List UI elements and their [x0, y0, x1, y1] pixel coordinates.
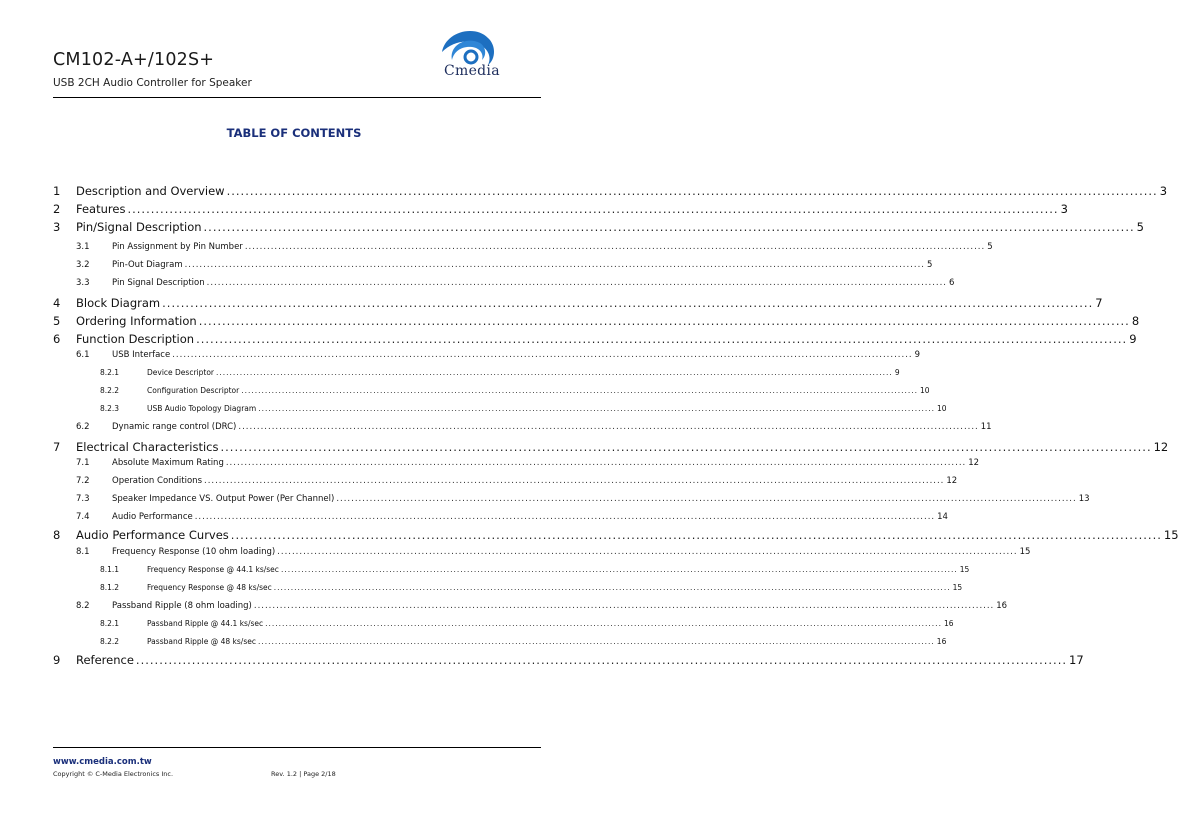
- toc-entry[interactable]: [53, 386, 930, 395]
- toc-entry-page: 12: [1153, 440, 1169, 454]
- toc-entry-leader: ........................................................................................................................................................................................................: [206, 278, 948, 288]
- toc-entry-leader: ........................................................................................................................................................................................................: [220, 440, 1152, 454]
- toc-entry[interactable]: [53, 350, 921, 360]
- toc-entry-leader: ........................................................................................................................................................................................................: [184, 260, 925, 270]
- toc-entry-page: 15: [1163, 528, 1179, 542]
- toc-entry-page: 3: [1060, 202, 1068, 216]
- toc-entry-page: 6: [949, 278, 955, 288]
- logo-wordmark: Cmedia: [444, 63, 500, 79]
- toc-entry[interactable]: [53, 583, 963, 592]
- toc-entry-label: Frequency Response @ 44.1 ks/sec: [147, 565, 279, 574]
- toc-entry-number: 9: [53, 653, 61, 667]
- toc-entry-leader: ........................................................................................................................................................................................................: [204, 476, 945, 486]
- toc-entry[interactable]: [53, 512, 948, 522]
- toc-entry-label: Frequency Response @ 48 ks/sec: [147, 583, 272, 592]
- toc-entry-page: 5: [987, 242, 993, 252]
- toc-entry-page: 10: [937, 404, 947, 413]
- toc-entry-label: Audio Performance Curves: [76, 528, 229, 542]
- toc-entry-page: 10: [920, 386, 930, 395]
- toc-entry[interactable]: [53, 601, 1008, 611]
- toc-entry-leader: ........................................................................................................................................................................................................: [244, 242, 986, 252]
- toc-entry-leader: ........................................................................................................................................................................................................: [258, 404, 935, 413]
- toc-entry-label: Reference: [76, 653, 134, 667]
- toc-entry-page: 15: [959, 565, 970, 574]
- toc-entry-label: Pin-Out Diagram: [112, 260, 183, 270]
- document-subtitle: USB 2CH Audio Controller for Speaker: [53, 77, 252, 89]
- toc-entry[interactable]: [53, 202, 1068, 216]
- toc-entry[interactable]: [53, 637, 947, 646]
- toc-entry-leader: ........................................................................................................................................................................................................: [336, 494, 1077, 504]
- toc-entry[interactable]: [53, 458, 980, 468]
- toc-entry-page: 16: [996, 601, 1008, 611]
- toc-entry-number: 3.1: [76, 242, 90, 252]
- toc-entry-number: 8.1.1: [100, 565, 120, 574]
- toc-entry-leader: ........................................................................................................................................................................................................: [196, 332, 1128, 346]
- toc-entry[interactable]: [53, 476, 958, 486]
- toc-entry-leader: ........................................................................................................................................................................................................: [265, 619, 942, 628]
- toc-entry-leader: ........................................................................................................................................................................................................: [203, 220, 1135, 234]
- toc-entry-leader: ........................................................................................................................................................................................................: [277, 547, 1018, 557]
- toc-entry[interactable]: [53, 278, 955, 288]
- toc-entry-label: Passband Ripple @ 44.1 ks/sec: [147, 619, 264, 628]
- toc-entry-number: 8.2.2: [100, 386, 120, 395]
- toc-entry-label: Pin Assignment by Pin Number: [112, 242, 243, 252]
- toc-entry[interactable]: [53, 220, 1144, 234]
- document-title: CM102-A+/102S+: [53, 50, 215, 70]
- toc-entry-leader: ........................................................................................................................................................................................................: [238, 422, 979, 432]
- toc-entry-label: USB Audio Topology Diagram: [147, 404, 257, 413]
- toc-entry-label: Dynamic range control (DRC): [112, 422, 237, 432]
- toc-entry-number: 7.3: [76, 494, 90, 504]
- toc-entry[interactable]: [53, 653, 1084, 667]
- toc-entry[interactable]: [53, 494, 1090, 504]
- toc-entry[interactable]: [53, 260, 933, 270]
- toc-entry-label: Electrical Characteristics: [76, 440, 219, 454]
- toc-entry-page: 15: [1019, 547, 1031, 557]
- toc-entry-label: Passband Ripple (8 ohm loading): [112, 601, 252, 611]
- toc-entry-label: Function Description: [76, 332, 195, 346]
- toc-entry[interactable]: [53, 565, 970, 574]
- toc-entry-page: 3: [1159, 184, 1168, 198]
- toc-entry-label: Audio Performance: [112, 512, 193, 522]
- toc-entry-page: 9: [1129, 332, 1137, 346]
- toc-entry-number: 4: [53, 296, 61, 310]
- toc-entry-leader: ........................................................................................................................................................................................................: [216, 368, 893, 377]
- toc-entry-page: 15: [952, 583, 963, 592]
- toc-entry-number: 8.2.1: [100, 619, 120, 628]
- toc-entry-label: Block Diagram: [76, 296, 161, 310]
- toc-entry-leader: ........................................................................................................................................................................................................: [225, 458, 967, 468]
- toc-entry-label: Absolute Maximum Rating: [112, 458, 224, 468]
- toc-entry[interactable]: [53, 547, 1031, 557]
- toc-entry[interactable]: [53, 422, 992, 432]
- toc-entry-page: 5: [927, 260, 933, 270]
- toc-entry-number: 7.1: [76, 458, 90, 468]
- toc-entry-number: 3.2: [76, 260, 90, 270]
- toc-entry-label: Pin/Signal Description: [76, 220, 202, 234]
- toc-heading: TABLE OF CONTENTS: [226, 126, 362, 140]
- toc-entry-number: 3.3: [76, 278, 90, 288]
- toc-entry-number: 8.2.3: [100, 404, 120, 413]
- toc-entry-leader: ........................................................................................................................................................................................................: [135, 653, 1068, 667]
- toc-entry-number: 1: [53, 184, 61, 198]
- toc-entry-number: 7.2: [76, 476, 90, 486]
- toc-entry[interactable]: [53, 368, 900, 377]
- toc-entry-label: Configuration Descriptor: [147, 386, 240, 395]
- toc-entry-page: 12: [946, 476, 958, 486]
- toc-entry-page: 7: [1095, 296, 1103, 310]
- toc-entry-label: Ordering Information: [76, 314, 197, 328]
- toc-entry-number: 7.4: [76, 512, 90, 522]
- toc-entry-label: Description and Overview: [76, 184, 225, 198]
- toc-entry[interactable]: [53, 296, 1103, 310]
- toc-entry-leader: ........................................................................................................................................................................................................: [230, 528, 1162, 542]
- toc-entry[interactable]: [53, 314, 1140, 328]
- toc-entry-leader: ........................................................................................................................................................................................................: [226, 184, 1158, 198]
- toc-entry-number: 8.2.2: [100, 637, 120, 646]
- toc-entry-number: 8.1: [76, 547, 90, 557]
- toc-entry[interactable]: [53, 528, 1179, 542]
- toc-entry-page: 9: [894, 368, 900, 377]
- toc-entry-number: 8: [53, 528, 61, 542]
- toc-entry-leader: ........................................................................................................................................................................................................: [273, 583, 951, 592]
- toc-entry-leader: ........................................................................................................................................................................................................: [198, 314, 1130, 328]
- toc-entry-number: 7: [53, 440, 61, 454]
- toc-entry-number: 6.1: [76, 350, 90, 360]
- header-divider: [53, 97, 541, 98]
- toc-entry-page: 13: [1078, 494, 1090, 504]
- toc-entry-number: 2: [53, 202, 61, 216]
- toc-entry-page: 17: [1069, 653, 1084, 667]
- toc-entry-label: Pin Signal Description: [112, 278, 205, 288]
- footer-revision-page: Rev. 1.2 | Page 2/18: [271, 770, 336, 778]
- toc-entry-number: 3: [53, 220, 61, 234]
- toc-entry-label: Frequency Response (10 ohm loading): [112, 547, 276, 557]
- toc-entry-page: 16: [943, 619, 954, 628]
- toc-entry-leader: ........................................................................................................................................................................................................: [127, 202, 1059, 216]
- toc-entry[interactable]: [53, 242, 993, 252]
- toc-entry-number: 6.2: [76, 422, 90, 432]
- toc-entry-leader: ........................................................................................................................................................................................................: [194, 512, 936, 522]
- toc-entry[interactable]: [53, 332, 1137, 346]
- toc-entry-leader: ........................................................................................................................................................................................................: [253, 601, 995, 611]
- toc-entry-number: 8.2.1: [100, 368, 120, 377]
- footer-divider: [53, 747, 541, 748]
- toc-entry-leader: ........................................................................................................................................................................................................: [257, 637, 935, 646]
- toc-entry-page: 12: [968, 458, 980, 468]
- footer-website-link[interactable]: www.cmedia.com.tw: [53, 757, 152, 767]
- toc-entry-page: 8: [1131, 314, 1140, 328]
- toc-entry-page: 5: [1136, 220, 1144, 234]
- toc-entry-leader: ........................................................................................................................................................................................................: [162, 296, 1094, 310]
- toc-entry-leader: ........................................................................................................................................................................................................: [280, 565, 958, 574]
- toc-entry-page: 11: [980, 422, 992, 432]
- toc-entry[interactable]: [53, 619, 954, 628]
- toc-entry-label: Device Descriptor: [147, 368, 214, 377]
- toc-entry-number: 5: [53, 314, 61, 328]
- toc-entry-label: Passband Ripple @ 48 ks/sec: [147, 637, 256, 646]
- toc-entry-page: 16: [936, 637, 947, 646]
- toc-entry-label: USB Interface: [112, 350, 171, 360]
- toc-entry-leader: ........................................................................................................................................................................................................: [241, 386, 919, 395]
- toc-entry-page: 9: [914, 350, 921, 360]
- footer-copyright: Copyright © C-Media Electronics Inc.: [53, 770, 174, 778]
- toc-entry-label: Speaker Impedance VS. Output Power (Per Channel): [112, 494, 335, 504]
- toc-entry[interactable]: [53, 184, 1168, 198]
- toc-entry-number: 8.2: [76, 601, 90, 611]
- toc-entry-page: 14: [937, 512, 948, 522]
- toc-entry-leader: ........................................................................................................................................................................................................: [172, 350, 913, 360]
- toc-entry-number: 8.1.2: [100, 583, 120, 592]
- toc-entry-label: Features: [76, 202, 126, 216]
- toc-entry-label: Operation Conditions: [112, 476, 202, 486]
- toc-entry[interactable]: [53, 404, 947, 413]
- toc-entry[interactable]: [53, 440, 1169, 454]
- toc-entry-number: 6: [53, 332, 61, 346]
